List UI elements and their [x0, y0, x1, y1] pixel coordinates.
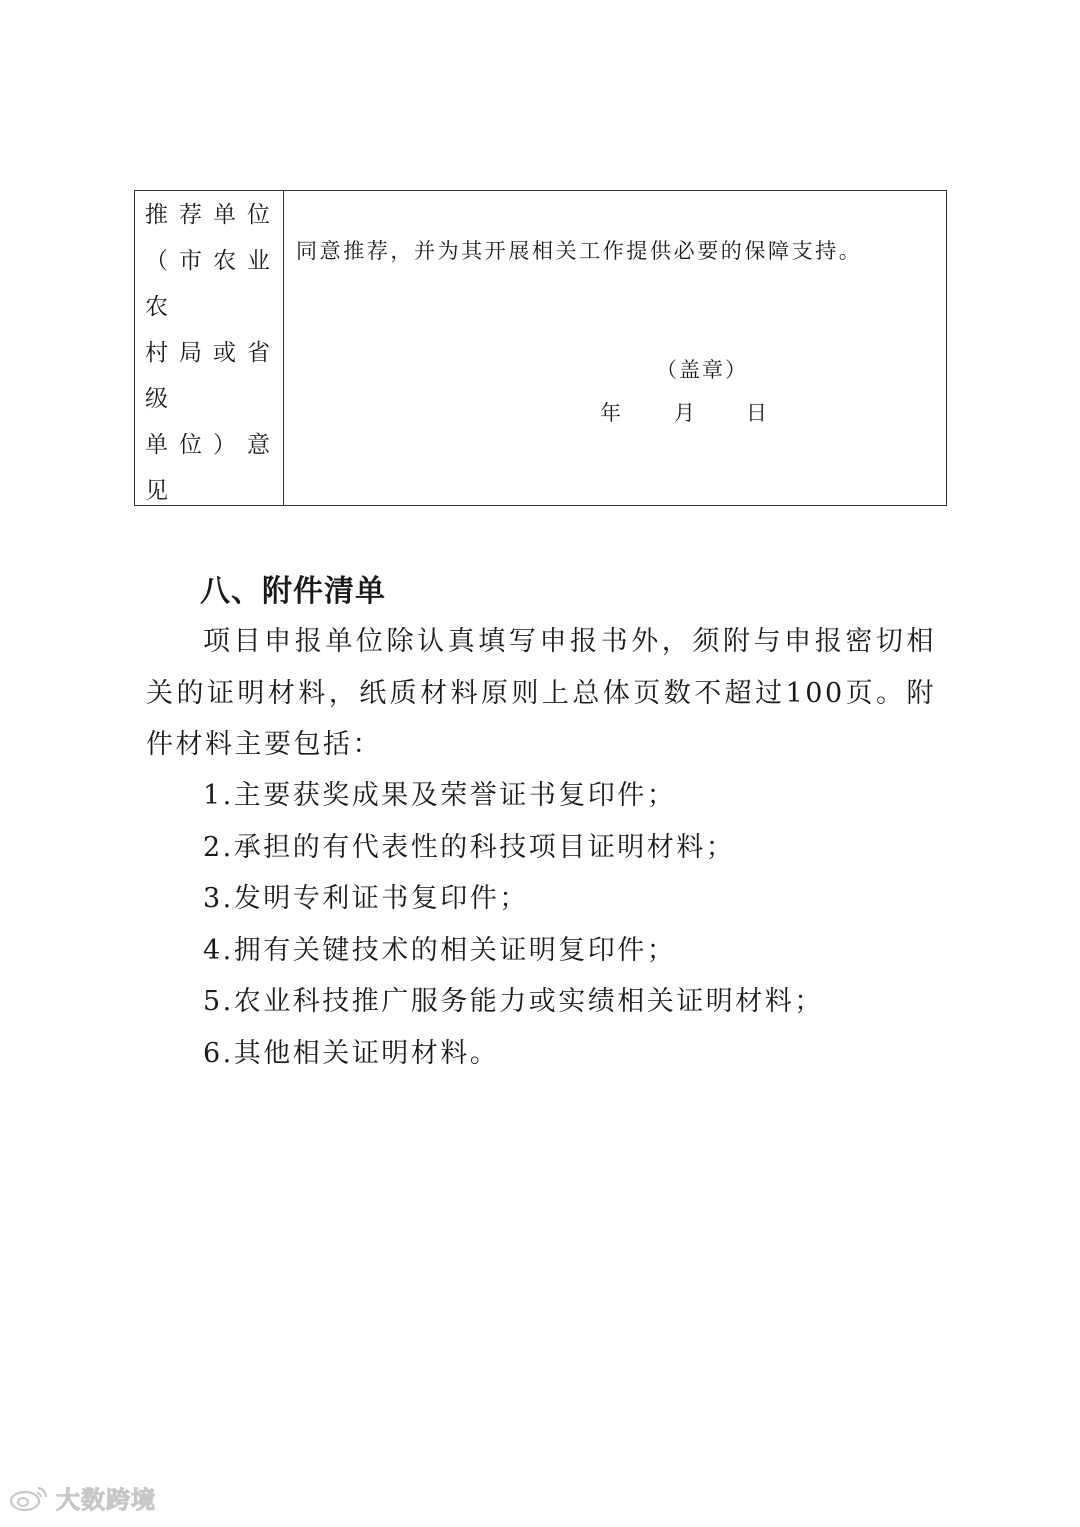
date-day-label: 日 — [746, 401, 767, 425]
date-row — [600, 397, 770, 423]
opinion-table — [134, 190, 947, 506]
watermark-text: 大数跨境 — [56, 1486, 156, 1514]
label-line: 推荐单位 — [145, 202, 273, 228]
list-item: 3.发明专利证书复印件； — [203, 883, 529, 914]
list-item: 5.农业科技推广服务能力或实绩相关证明材料； — [203, 986, 824, 1017]
list-item: 1.主要获奖成果及荣誉证书复印件； — [203, 780, 677, 811]
opinion-text: 同意推荐，并为其开展相关工作提供必要的保障支持。 — [296, 239, 863, 263]
label-text — [145, 192, 273, 514]
label-line: （市农业农 — [145, 248, 273, 320]
list-item: 2.承担的有代表性的科技项目证明材料； — [203, 831, 736, 863]
list-item: 4.拥有关键技术的相关证明复印件； — [203, 934, 677, 966]
watermark — [8, 1480, 156, 1515]
label-line: 村局或省级 — [145, 340, 273, 412]
date-year-label: 年 — [600, 401, 621, 425]
label-cell — [135, 191, 284, 505]
weibo-logo-icon — [8, 1483, 52, 1513]
list-item: 6.其他相关证明材料。 — [203, 1037, 500, 1069]
date-month-label: 月 — [674, 401, 695, 425]
section-intro: 项目申报单位除认真填写申报书外，须附与申报密切相关的证明材料，纸质材料原则上总体页数不超过100页。附件材料主要包括： — [146, 626, 936, 760]
label-line: 单位）意见 — [145, 432, 273, 504]
section-heading: 八、附件清单 — [200, 574, 386, 609]
seal-label: （盖章） — [656, 358, 748, 382]
attachment-list — [203, 770, 824, 1079]
opinion-cell — [284, 191, 946, 505]
